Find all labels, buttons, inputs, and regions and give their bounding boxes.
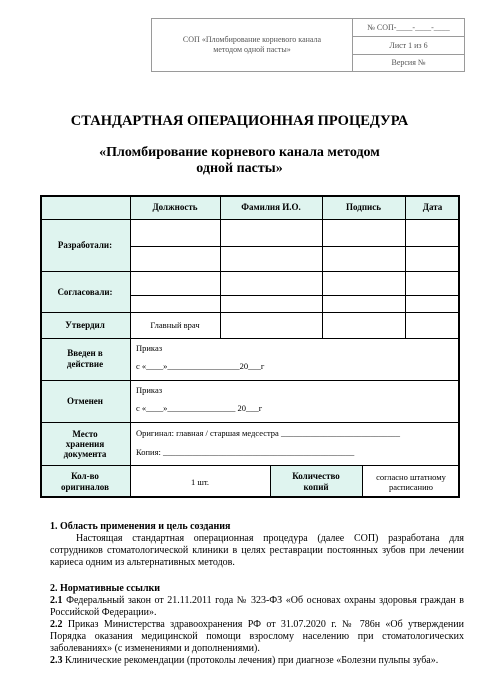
row-agreed-label: Согласовали: [57, 286, 113, 297]
section-2-heading: 2. Нормативные ссылки [50, 583, 161, 594]
col-signature-header: Подпись [346, 202, 381, 212]
procedure-title-line1: «Пломбирование корневого канала методом [99, 145, 380, 160]
section-1-heading: 1. Область применения и цель создания [50, 521, 231, 532]
row-storage-label-line2: хранения [65, 438, 105, 449]
section-1 [50, 521, 464, 569]
storage-copy: Копия: _____________________________________________ [136, 447, 355, 457]
header-number: № СОП-____-____-____ [353, 19, 464, 37]
row-introduced-label-line2: действие [66, 359, 104, 369]
header-version: Версия № [391, 58, 426, 67]
header-doc-title-line2: методом одной пасты» [213, 45, 291, 54]
section-2-item-1-text: Федеральный закон от 21.11.2011 года № 323-ФЗ «Об основах охраны здоровья граждан в Российской Федерации». [50, 595, 464, 618]
row-storage-label-line3: документа [63, 448, 107, 459]
row-storage-label-line1: Место [72, 428, 98, 439]
copies-count-value-line2: расписанию [389, 481, 433, 492]
section-2-item-2-num: 2.2 [50, 619, 63, 630]
row-originals-count-label-line2: оригиналов [61, 481, 109, 492]
section-2-item-1 [50, 595, 464, 619]
copies-count-label-line2: копий [303, 481, 329, 492]
col-date-header: Дата [422, 202, 443, 212]
section-2-item-2-text: Приказ Министерства здравоохранения РФ от 31.07.2020 г. № 786н «Об утверждении Порядка оказания медицинской помощи взрослому населению при стоматологических заболеваниях» (с изменениями и дополнениями). [50, 619, 464, 654]
section-2-item-3-num: 2.3 [50, 655, 63, 666]
header-sheet: Лист 1 из 6 [353, 37, 464, 55]
section-2-item-3-text: Клинические рекомендации (протоколы лечения) при диагнозе «Болезни пульпы зуба». [62, 655, 439, 666]
section-2-item-1-num: 2.1 [50, 595, 63, 606]
section-1-text: Настоящая стандартная операционная процедура (далее СОП) разработана для сотрудников стоматологической клиники в целях реставрации постоянных зубов при лечении кариеса одним из альтернативных методов. [50, 533, 464, 568]
row-introduced-label [40, 338, 130, 380]
approval-table [40, 195, 460, 498]
row-introduced-label-line1: Введен в [67, 348, 103, 358]
storage-original: Оригинал: главная / старшая медсестра ____________________________ [136, 428, 400, 438]
document-header [151, 18, 465, 72]
section-2-item-2 [50, 619, 464, 655]
col-name-header: Фамилия И.О. [241, 202, 301, 212]
row-originals-count-label-line1: Кол-во [71, 470, 99, 481]
order-2-label: Приказ [136, 385, 163, 395]
col-position-header: Должность [152, 202, 198, 212]
header-doc-title-line1: СОП «Пломбирование корневого канала [182, 35, 322, 44]
header-meta [353, 19, 464, 71]
copies-count-value [362, 465, 460, 498]
row-approved-label: Утвердил [65, 320, 105, 330]
approved-position: Главный врач [150, 320, 200, 330]
row-cancelled-label: Отменен [67, 396, 103, 406]
header-doc-title [152, 19, 353, 71]
order-2-date: с «____»________________ 20___г [136, 403, 263, 413]
copies-count-label-line1: Количество [292, 470, 340, 481]
order-1-label: Приказ [136, 343, 163, 353]
row-developed-label: Разработали: [57, 240, 113, 250]
copies-count-value-line1: согласно штатному [376, 471, 446, 482]
section-2 [50, 583, 464, 667]
procedure-title [0, 145, 479, 177]
row-originals-count-label [40, 465, 130, 498]
row-storage-label [40, 422, 130, 465]
section-2-item-3 [50, 655, 464, 667]
procedure-title-line2: одной пасты» [196, 161, 283, 176]
main-title: СТАНДАРТНАЯ ОПЕРАЦИОННАЯ ПРОЦЕДУРА [70, 113, 409, 129]
copies-count-label [270, 465, 362, 498]
originals-count-value: 1 шт. [190, 476, 210, 487]
order-1-date: с «____»_________________20___г [136, 361, 265, 371]
